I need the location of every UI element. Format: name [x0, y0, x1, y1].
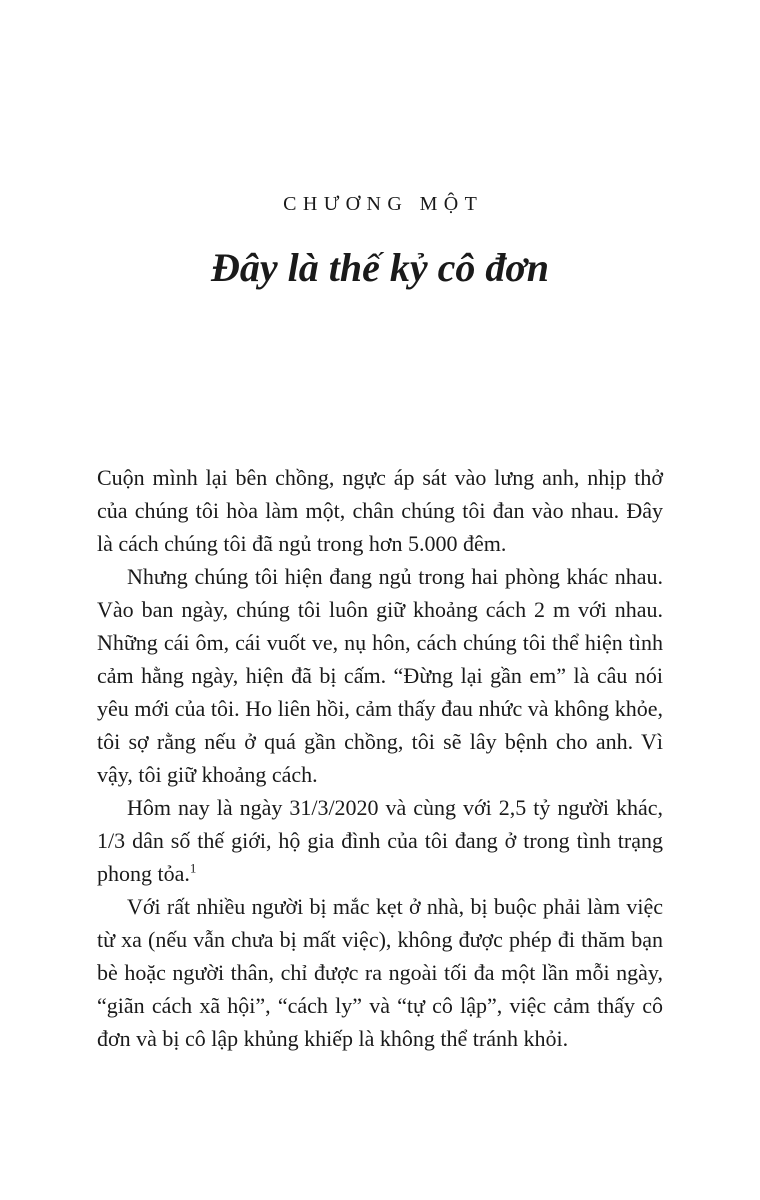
paragraph: Hôm nay là ngày 31/3/2020 và cùng với 2,5 tỷ người khác, 1/3 dân số thế giới, hộ gia đình của tôi đang ở trong tình trạng phong tỏa.$^1$ — [97, 795, 663, 886]
footnote-marker: 1 — [189, 860, 197, 876]
chapter-title: Đây là thế kỷ cô đơn — [210, 245, 550, 290]
paragraph: Cuộn mình lại bên chồng, ngực áp sát vào lưng anh, nhịp thở của chúng tôi hòa làm một, chân chúng tôi đan vào nhau. Đây là cách chúng tôi đã ngủ trong hơn 5.000 đêm. — [97, 465, 663, 556]
paragraph: Với rất nhiều người bị mắc kẹt ở nhà, bị buộc phải làm việc từ xa (nếu vẫn chưa bị mất việc), không được phép đi thăm bạn bè hoặc người thân, chỉ được ra ngoài tối đa một lần mỗi ngày, “giãn cách xã hội”, “cách ly” và “tự cô lập”, việc cảm thấy cô đơn và bị cô lập khủng khiếp là không thể tránh khỏi. — [97, 894, 663, 1051]
chapter-label: CHƯƠNG MỘT — [283, 193, 484, 215]
body-text — [97, 461, 663, 1055]
paragraph: Nhưng chúng tôi hiện đang ngủ trong hai phòng khác nhau. Vào ban ngày, chúng tôi luôn giữ khoảng cách 2 m với nhau. Những cái ôm, cái vuốt ve, nụ hôn, cách chúng tôi thể hiện tình cảm hằng ngày, hiện đã bị cấm. “Đừng lại gần em” là câu nói yêu mới của tôi. Ho liên hồi, cảm thấy đau nhức và không khỏe, tôi sợ rằng nếu ở quá gần chồng, tôi sẽ lây bệnh cho anh. Vì vậy, tôi giữ khoảng cách. — [97, 564, 663, 787]
